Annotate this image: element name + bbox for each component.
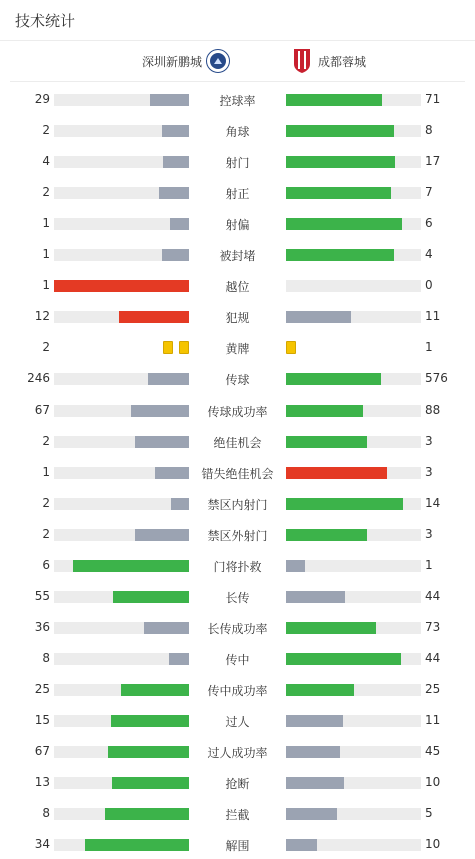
- home-bar: [111, 715, 189, 727]
- stat-row: [0, 176, 475, 207]
- home-bar-track: [54, 311, 189, 323]
- home-value: 15: [34, 713, 50, 727]
- away-bar: [286, 591, 345, 603]
- away-value: 45: [425, 744, 441, 759]
- away-value: 7: [425, 185, 433, 200]
- home-bar-track: [54, 560, 189, 572]
- stat-label: 长传成功率: [207, 621, 268, 636]
- home-bar: [155, 467, 189, 479]
- away-bar: [286, 560, 305, 572]
- home-value: 1: [42, 464, 50, 479]
- home-bar: [73, 560, 189, 572]
- home-value: 34: [34, 837, 50, 852]
- stat-label: 禁区外射门: [207, 528, 268, 543]
- away-bar-track: [286, 746, 421, 758]
- home-bar-track: [54, 156, 189, 168]
- home-bar-track: [54, 249, 189, 261]
- stat-row: [0, 766, 475, 797]
- stat-label: 禁区内射门: [207, 497, 268, 512]
- away-value: 10: [425, 775, 441, 790]
- home-bar: [150, 94, 189, 106]
- away-value: 3: [425, 526, 433, 541]
- away-value: 11: [425, 309, 441, 324]
- home-bar-track: [54, 653, 189, 665]
- stat-row: [0, 456, 475, 487]
- stat-row: [0, 425, 475, 456]
- stat-label: 传球: [225, 373, 250, 388]
- away-bar: [286, 653, 401, 665]
- home-bar: [135, 436, 189, 448]
- away-bar-track: [286, 560, 421, 572]
- yellow-card-icon: [163, 341, 173, 354]
- home-bar-track: [54, 498, 189, 510]
- away-bar: [286, 125, 394, 137]
- home-bar: [108, 746, 189, 758]
- stat-label: 传中成功率: [207, 683, 268, 698]
- away-bar-track: [286, 187, 421, 199]
- home-bar: [148, 373, 189, 385]
- stat-label: 角球: [225, 125, 250, 140]
- home-value: 2: [42, 433, 50, 448]
- stats-header: [0, 0, 475, 41]
- away-bar-track: [286, 684, 421, 696]
- away-value: 44: [425, 588, 441, 603]
- home-bar-track: [54, 622, 189, 634]
- home-value: 2: [42, 123, 50, 138]
- stat-label: 射门: [225, 156, 250, 171]
- stat-row: [0, 331, 475, 362]
- away-bar: [286, 777, 344, 789]
- home-yellow-cards: [160, 341, 189, 354]
- away-bar: [286, 467, 387, 479]
- away-bar-track: [286, 436, 421, 448]
- home-value: 13: [34, 775, 50, 790]
- home-bar: [119, 311, 189, 323]
- home-bar-track: [54, 94, 189, 106]
- stat-label: 黄牌: [225, 342, 250, 357]
- home-value: 12: [34, 309, 50, 324]
- away-value: 11: [425, 713, 441, 727]
- home-team[interactable]: [142, 49, 230, 73]
- home-bar-track: [54, 591, 189, 603]
- stat-label: 绝佳机会: [213, 435, 262, 450]
- away-bar-track: [286, 218, 421, 230]
- home-bar: [131, 405, 189, 417]
- away-bar: [286, 684, 354, 696]
- stat-label: 门将扑救: [213, 559, 262, 574]
- stat-row: [0, 704, 475, 735]
- away-bar-track: [286, 498, 421, 510]
- home-bar: [144, 622, 189, 634]
- stat-row: [0, 269, 475, 300]
- stat-row: [0, 580, 475, 611]
- away-value: 1: [425, 340, 433, 355]
- away-bar: [286, 249, 394, 261]
- away-bar: [286, 311, 351, 323]
- away-bar: [286, 808, 337, 820]
- page-title: 技术统计: [15, 12, 76, 30]
- home-bar: [113, 591, 189, 603]
- away-bar-track: [286, 125, 421, 137]
- home-bar-track: [54, 218, 189, 230]
- away-value: 73: [425, 619, 441, 634]
- stat-label: 越位: [225, 280, 250, 295]
- home-bar-track: [54, 529, 189, 541]
- stat-label: 传中: [225, 652, 250, 667]
- home-bar: [112, 777, 189, 789]
- away-bar-track: [286, 529, 421, 541]
- away-bar: [286, 373, 381, 385]
- home-bar-track: [54, 187, 189, 199]
- away-bar: [286, 529, 367, 541]
- away-bar: [286, 156, 395, 168]
- home-bar: [85, 839, 189, 851]
- away-bar-track: [286, 653, 421, 665]
- home-bar-track: [54, 746, 189, 758]
- away-bar-track: [286, 280, 421, 292]
- away-bar-track: [286, 373, 421, 385]
- home-value: 2: [42, 340, 50, 355]
- home-bar: [170, 218, 189, 230]
- stat-label: 过人: [225, 715, 250, 729]
- home-bar: [169, 653, 189, 665]
- stat-label: 错失绝佳机会: [201, 466, 274, 481]
- away-bar-track: [286, 715, 421, 727]
- stat-row: [0, 611, 475, 642]
- home-value: 1: [42, 247, 50, 262]
- away-team-name: 成都蓉城: [318, 54, 367, 69]
- away-bar: [286, 622, 376, 634]
- home-bar-track: [54, 777, 189, 789]
- teams-header: [10, 41, 465, 82]
- stat-label: 拦截: [225, 808, 250, 823]
- home-value: 2: [42, 526, 50, 541]
- home-bar: [162, 249, 189, 261]
- home-value: 8: [42, 806, 50, 821]
- stat-label: 控球率: [219, 94, 256, 108]
- away-value: 1: [425, 557, 433, 572]
- home-bar: [135, 529, 189, 541]
- away-value: 3: [425, 464, 433, 479]
- away-value: 25: [425, 681, 441, 696]
- away-value: 576: [425, 371, 448, 386]
- stat-row: [0, 797, 475, 828]
- home-value: 25: [34, 681, 50, 696]
- away-value: 8: [425, 123, 433, 138]
- home-bar: [163, 156, 189, 168]
- stat-row: [0, 114, 475, 145]
- stat-row: [0, 207, 475, 238]
- home-bar: [159, 187, 189, 199]
- away-bar-track: [286, 467, 421, 479]
- away-team-logo-icon: [293, 48, 311, 74]
- away-value: 10: [425, 837, 441, 852]
- away-bar: [286, 746, 340, 758]
- away-value: 0: [425, 278, 433, 293]
- stat-row: [0, 828, 475, 859]
- stat-row: [0, 238, 475, 269]
- home-bar: [171, 498, 189, 510]
- home-bar: [105, 808, 189, 820]
- stat-row: [0, 487, 475, 518]
- away-yellow-cards: [286, 341, 299, 354]
- away-bar-track: [286, 622, 421, 634]
- away-value: 5: [425, 806, 433, 821]
- stat-label: 犯规: [225, 311, 250, 326]
- stat-label: 被封堵: [219, 249, 256, 264]
- away-bar-track: [286, 777, 421, 789]
- stat-row: [0, 394, 475, 425]
- stat-row: [0, 735, 475, 766]
- yellow-card-icon: [179, 341, 189, 354]
- stat-label: 射偏: [225, 218, 250, 233]
- stat-label: 抢断: [225, 777, 250, 792]
- home-bar-track: [54, 684, 189, 696]
- home-bar-track: [54, 405, 189, 417]
- stat-row: [0, 642, 475, 673]
- home-value: 1: [42, 278, 50, 293]
- home-bar: [121, 684, 189, 696]
- home-bar-track: [54, 280, 189, 292]
- home-bar-track: [54, 125, 189, 137]
- stat-label: 过人成功率: [207, 746, 268, 761]
- home-bar-track: [54, 373, 189, 385]
- away-bar-track: [286, 94, 421, 106]
- away-value: 88: [425, 402, 441, 417]
- away-bar-track: [286, 405, 421, 417]
- away-value: 14: [425, 495, 441, 510]
- stat-label: 长传: [225, 590, 250, 605]
- away-bar: [286, 94, 382, 106]
- away-value: 17: [425, 154, 441, 169]
- home-bar-track: [54, 467, 189, 479]
- stat-row: [0, 549, 475, 580]
- home-value: 29: [34, 92, 50, 106]
- away-bar-track: [286, 156, 421, 168]
- home-bar-track: [54, 436, 189, 448]
- home-value: 4: [42, 154, 50, 169]
- home-team-logo-icon: [206, 49, 230, 73]
- stat-row: [0, 518, 475, 549]
- stat-row: [0, 362, 475, 393]
- away-bar: [286, 498, 403, 510]
- away-bar-track: [286, 808, 421, 820]
- home-bar: [162, 125, 189, 137]
- away-bar: [286, 436, 367, 448]
- stat-label: 解围: [225, 839, 250, 854]
- away-bar: [286, 405, 363, 417]
- yellow-card-icon: [286, 341, 296, 354]
- away-bar: [286, 187, 391, 199]
- home-value: 1: [42, 216, 50, 231]
- stat-row: [0, 300, 475, 331]
- home-bar-track: [54, 715, 189, 727]
- home-bar: [54, 280, 189, 292]
- away-bar-track: [286, 249, 421, 261]
- home-value: 2: [42, 185, 50, 200]
- home-value: 67: [34, 402, 50, 417]
- away-bar-track: [286, 591, 421, 603]
- away-value: 4: [425, 247, 433, 262]
- home-value: 246: [27, 371, 50, 386]
- home-value: 55: [34, 588, 50, 603]
- stat-label: 射正: [225, 187, 250, 202]
- away-bar: [286, 218, 402, 230]
- home-value: 2: [42, 495, 50, 510]
- away-bar: [286, 839, 317, 851]
- stat-row: [0, 83, 475, 114]
- home-value: 8: [42, 650, 50, 665]
- home-bar-track: [54, 839, 189, 851]
- away-team[interactable]: [293, 49, 366, 73]
- home-value: 6: [42, 557, 50, 572]
- stat-row: [0, 673, 475, 704]
- home-bar-track: [54, 808, 189, 820]
- away-value: 6: [425, 216, 433, 231]
- away-value: 71: [425, 92, 441, 106]
- home-team-name: 深圳新鹏城: [141, 54, 202, 69]
- away-value: 3: [425, 433, 433, 448]
- stat-row: [0, 145, 475, 176]
- home-value: 67: [34, 744, 50, 759]
- stat-label: 传球成功率: [207, 404, 268, 419]
- away-bar-track: [286, 839, 421, 851]
- away-value: 44: [425, 650, 441, 665]
- home-value: 36: [34, 619, 50, 634]
- away-bar: [286, 715, 343, 727]
- away-bar-track: [286, 311, 421, 323]
